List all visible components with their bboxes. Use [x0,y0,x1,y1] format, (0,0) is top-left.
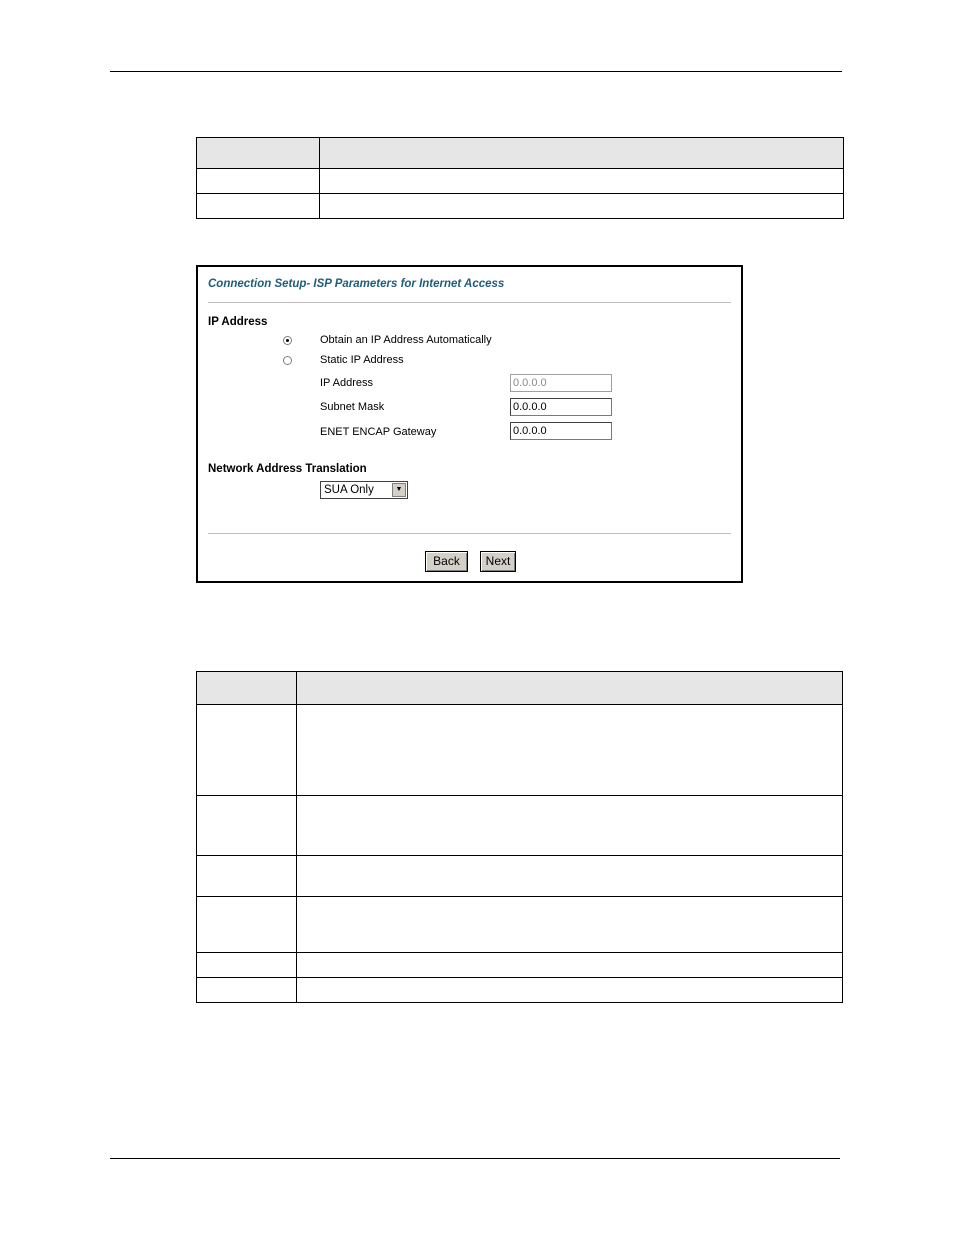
ip-address-field[interactable]: 0.0.0.0 [510,374,612,392]
table-row [197,856,843,897]
subnet-mask-label: Subnet Mask [320,401,385,413]
gateway-field[interactable]: 0.0.0.0 [510,422,612,440]
table-row [197,978,843,1003]
table-cell [197,978,297,1003]
table-cell [297,978,843,1003]
panel-title: Connection Setup- ISP Parameters for Internet Access [208,278,505,290]
table-row [197,796,843,856]
radio-selected-dot-icon [286,339,289,342]
table-cell [197,856,297,897]
table-cell [297,856,843,897]
table-header-row [197,672,843,705]
footer-rule [110,1158,840,1159]
table-row [197,705,843,796]
radio-static-ip[interactable] [283,356,292,365]
table-cell [197,194,320,219]
gateway-label: ENET ENCAP Gateway [320,426,437,438]
table-cell [197,953,297,978]
footer-divider [208,533,731,534]
table-cell [297,953,843,978]
table-cell [197,705,297,796]
ip-address-section-label: IP Address [208,316,268,328]
table-header-cell [197,138,320,169]
table-row [197,194,844,219]
title-divider [208,302,731,303]
subnet-mask-field[interactable]: 0.0.0.0 [510,398,612,416]
table-cell [297,897,843,953]
table-header-cell [320,138,844,169]
field-description-table [196,671,843,1003]
header-rule [110,71,842,72]
table-cell [197,169,320,194]
obtain-ip-label: Obtain an IP Address Automatically [320,334,492,346]
summary-table [196,137,844,219]
isp-parameters-screen [196,265,743,583]
radio-obtain-automatically[interactable] [283,336,292,345]
table-row [197,953,843,978]
nat-select[interactable] [320,481,408,499]
nat-select-value: SUA Only [324,484,374,496]
table-cell [197,897,297,953]
static-ip-label: Static IP Address [320,354,404,366]
back-button[interactable]: Back [425,551,468,572]
nat-section-label: Network Address Translation [208,463,367,475]
table-cell [297,796,843,856]
table-header-cell [197,672,297,705]
table-header-cell [297,672,843,705]
next-button[interactable]: Next [480,551,516,572]
table-cell [320,169,844,194]
ip-address-label: IP Address [320,377,373,389]
table-header-row [197,138,844,169]
table-row [197,897,843,953]
table-cell [197,796,297,856]
table-cell [297,705,843,796]
table-row [197,169,844,194]
chevron-down-icon[interactable]: ▼ [392,483,406,497]
table-cell [320,194,844,219]
